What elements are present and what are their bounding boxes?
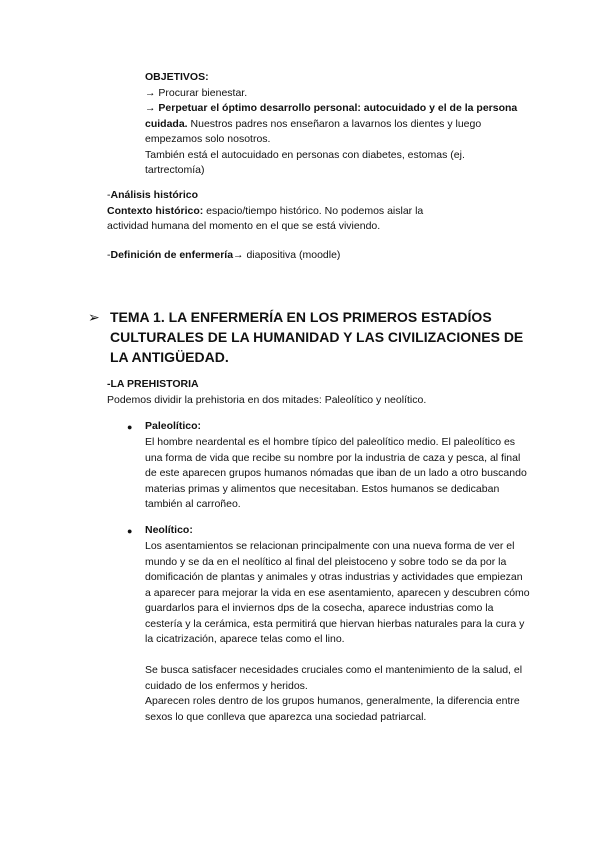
contexto-label: Contexto histórico:: [107, 204, 204, 217]
paleolitico-text: El hombre neardental es el hombre típico del paleolítico medio. El paleolítico es una forma de vida que recibe su nombre por la industria de caza y pesca, al final de este aparecen grupos humanos nómadas que iban de un lado a otro buscando materias primas y alimentos que necesitaban. Estos humanos se dedicaban también al carroñeo.: [145, 436, 527, 510]
definicion-text: → diapositiva (moodle): [233, 249, 341, 261]
neolitico-text3: Aparecen roles dentro de los grupos humanos, generalmente, la diferencia entre sexos lo que conlleva que aparezca una sociedad patriarcal.: [145, 695, 520, 723]
neolitico-text1: Los asentamientos se relacionan principalmente con una nueva forma de ver el mundo y se da en el neolítico al final del pleistoceno y sobre todo se da por la domificación de plantas y animales y otras industrias y actividades que empiezan a aparecer para mejorar la vida en ese asentamiento, aparecen y descubren cómo guardarlos para el inviernos dps de la cosecha, aparece industrias como la cestería y la cerámica, esta permitirá que hiervan hierbas naturales para la cura y la cicatrización, aparece telas como el lino.: [145, 540, 530, 645]
analisis-section: [107, 188, 452, 235]
objetivos-section: [145, 70, 520, 179]
analisis-title: Análisis histórico: [110, 189, 199, 201]
neolitico-section: [145, 539, 530, 725]
analisis-title-line: [107, 188, 452, 204]
objetivos-line2: [145, 101, 520, 148]
objetivos-line1: → Procurar bienestar.: [145, 86, 248, 99]
definicion-section: [107, 248, 527, 264]
prehistoria-intro: Podemos dividir la prehistoria en dos mitades: Paleolítico y neolítico.: [107, 393, 427, 406]
prehistoria-section: [107, 377, 527, 408]
objetivos-line2-rest: Nuestros padres nos enseñaron a lavarnos los dientes y luego empezamos solo nosotros.: [145, 117, 482, 145]
paleolitico-label: Paleolítico:: [145, 420, 202, 432]
objetivos-line2-bold: → Perpetuar el óptimo desarrollo personal: autocuidado y el de la persona cuidada.: [145, 102, 518, 130]
analisis-prefix: -: [107, 189, 111, 201]
paleolitico-section: [145, 435, 527, 513]
prehistoria-title: -LA PREHISTORIA: [107, 378, 199, 390]
tema-heading: [88, 307, 538, 367]
paleolitico-bullet-icon: ●: [127, 422, 133, 432]
definicion-label: Definición de enfermería: [110, 249, 234, 261]
neolitico-bullet-icon: ●: [127, 526, 133, 536]
objetivos-line3: También está el autocuidado en personas con diabetes, estomas (ej. tartrectomía): [145, 148, 465, 176]
definicion-line: [107, 248, 527, 264]
definicion-prefix: -: [107, 249, 111, 261]
neolitico-text2: Se busca satisfacer necesidades cruciales como el mantenimiento de la salud, el cuidado de los enfermos y heridos.: [145, 664, 523, 692]
contexto-line: [107, 204, 452, 235]
arrow-bullet-icon: ➢: [88, 309, 100, 325]
neolitico-label: Neolítico:: [145, 524, 193, 536]
contexto-text: espacio/tiempo histórico. No podemos aislar la actividad humana del momento en el que se está viviendo.: [107, 204, 424, 232]
objetivos-title: OBJETIVOS:: [145, 71, 209, 83]
tema-title: TEMA 1. LA ENFERMERÍA EN LOS PRIMEROS ESTADÍOS CULTURALES DE LA HUMANIDAD Y LAS CIVILIZACIONES DE LA ANTIGÜEDAD.: [110, 309, 524, 365]
